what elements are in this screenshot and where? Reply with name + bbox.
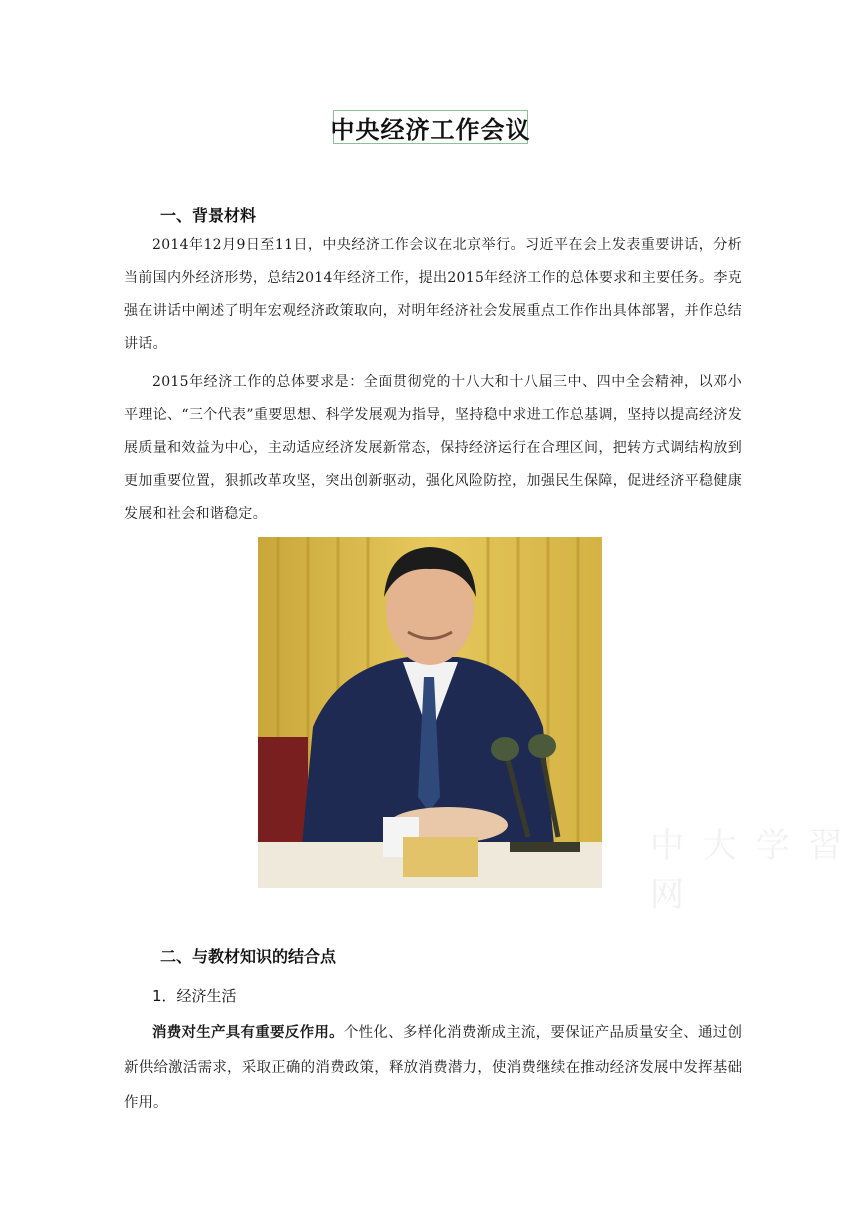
key-point: 消费对生产具有重要反作用。: [152, 1025, 344, 1041]
background-paragraph-2: 2015年经济工作的总体要求是：全面贯彻党的十八大和十八届三中、四中全会精神，以邓小平理论、“三个代表”重要思想、科学发展观为指导，坚持稳中求进工作总基调，坚持以提高经济发展质量和效益为中心，主动适应经济发展新常态，保持经济运行在合理区间，把转方式调结构放到更加重要位置，狠抓改革攻坚，突出创新驱动，强化风险防控，加强民生保障，促进经济平稳健康发展和社会和谐稳定。: [124, 374, 742, 522]
watermark: 中 大 学 習 网: [650, 826, 847, 915]
subheading-economic-life: 1．经济生活: [152, 987, 237, 1005]
speaker-illustration: [258, 537, 602, 888]
section-heading-background: 一、背景材料: [160, 206, 257, 225]
textbook-paragraph: [124, 1016, 742, 1121]
key-point-explanation: 个性化、多样化消费渐成主流，要保证产品质量安全、通过创新供给激活需求，采取正确的消费政策，释放消费潜力，使消费继续在推动经济发展中发挥基础作用。: [124, 1025, 743, 1111]
meeting-photo: [258, 537, 602, 888]
background-paragraph-1: 2014年12月9日至11日，中央经济工作会议在北京举行。习近平在会上发表重要讲话，分析当前国内外经济形势，总结2014年经济工作，提出2015年经济工作的总体要求和主要任务。李克强在讲话中阐述了明年宏观经济政策取向，对明年经济社会发展重点工作作出具体部署，并作总结讲话。: [124, 237, 742, 352]
section-heading-textbook: 二、与教材知识的结合点: [160, 947, 337, 966]
page-title: 中央经济工作会议: [330, 114, 531, 144]
title-box: [330, 110, 531, 144]
